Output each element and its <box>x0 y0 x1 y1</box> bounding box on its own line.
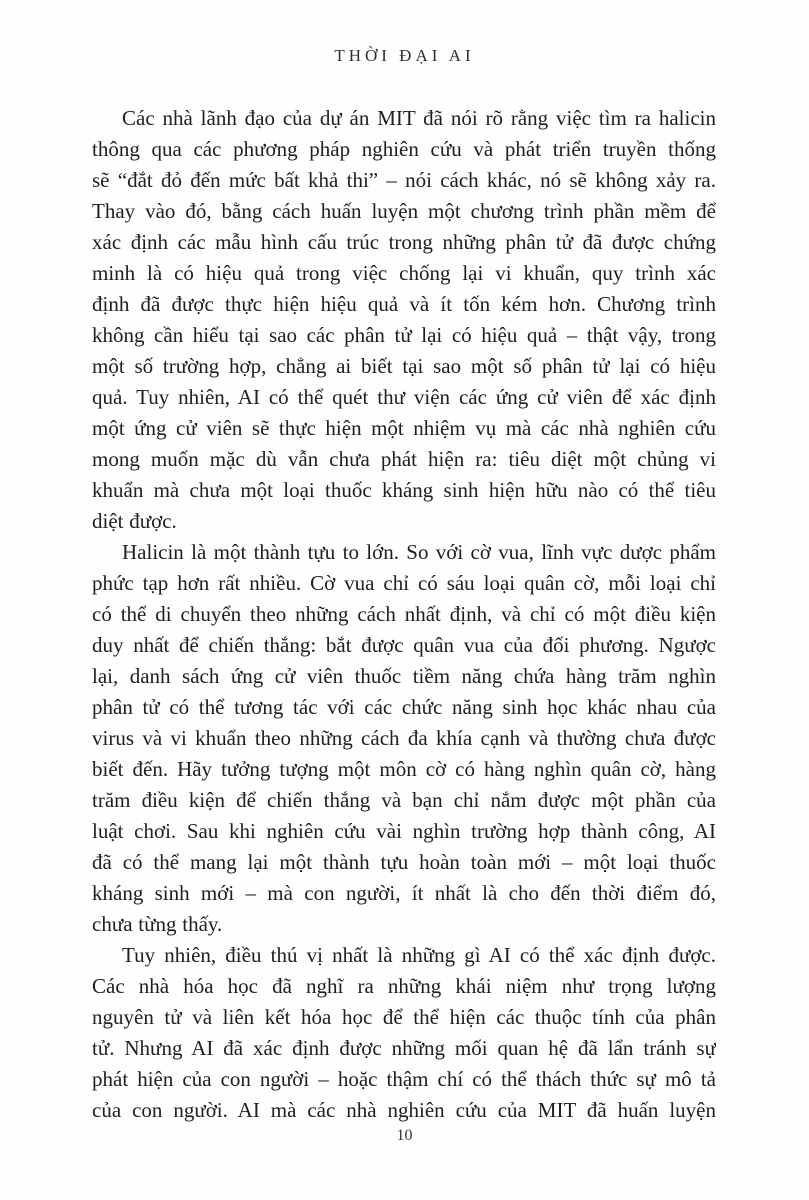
text-line: virus và vi khuẩn theo những cách đa khía cạnh và thường chưa được <box>92 726 716 750</box>
text-line: Các nhà lãnh đạo của dự án MIT đã nói rõ rằng việc tìm ra halicin <box>122 106 716 130</box>
text-line: chưa từng thấy. <box>92 912 223 936</box>
text-line: lại, danh sách ứng cử viên thuốc tiềm năng chứa hàng trăm nghìn <box>92 664 716 688</box>
text-line: trăm điều kiện để chiến thắng và bạn chỉ nắm được một phần của <box>92 788 716 812</box>
text-line: luật chơi. Sau khi nghiên cứu vài nghìn trường hợp thành công, AI <box>92 819 716 843</box>
text-line: không cần hiểu tại sao các phân tử lại có hiệu quả – thật vậy, trong <box>92 323 716 347</box>
text-line: sẽ “đắt đỏ đến mức bất khả thi” – nói cách khác, nó sẽ không xảy ra. <box>92 168 716 192</box>
text-line: một ứng cử viên sẽ thực hiện một nhiệm vụ mà các nhà nghiên cứu <box>92 416 716 440</box>
text-line: Thay vào đó, bằng cách huấn luyện một chương trình phần mềm để <box>92 199 716 223</box>
paragraph <box>92 940 716 1126</box>
text-line: Tuy nhiên, điều thú vị nhất là những gì AI có thể xác định được. <box>122 943 716 967</box>
text-line: phức tạp hơn rất nhiều. Cờ vua chỉ có sáu loại quân cờ, mỗi loại chỉ <box>92 571 716 595</box>
text-block <box>92 103 716 1126</box>
running-header: THỜI ĐẠI AI <box>334 46 475 65</box>
paragraph <box>92 103 716 537</box>
text-line: có thể di chuyển theo những cách nhất định, và chỉ có một điều kiện <box>92 602 716 626</box>
text-line: kháng sinh mới – mà con người, ít nhất là cho đến thời điểm đó, <box>92 881 716 905</box>
text-line: nguyên tử và liên kết hóa học để thể hiện các thuộc tính của phân <box>92 1005 716 1029</box>
text-line: khuẩn mà chưa một loại thuốc kháng sinh hiện hữu nào có thể tiêu <box>92 478 716 502</box>
text-line: Các nhà hóa học đã nghĩ ra những khái niệm như trọng lượng <box>92 974 716 998</box>
paragraph <box>92 537 716 940</box>
text-line: minh là có hiệu quả trong việc chống lại vi khuẩn, quy trình xác <box>92 261 716 285</box>
text-line: xác định các mẫu hình cấu trúc trong những phân tử đã được chứng <box>92 230 716 254</box>
text-line: mong muốn mặc dù vẫn chưa phát hiện ra: tiêu diệt một chủng vi <box>92 447 716 471</box>
text-line: của con người. AI mà các nhà nghiên cứu của MIT đã huấn luyện <box>92 1098 716 1122</box>
page-number: 10 <box>396 1127 413 1144</box>
text-line: tử. Nhưng AI đã xác định được những mối quan hệ đã lẩn tránh sự <box>92 1036 716 1060</box>
text-line: phân tử có thể tương tác với các chức năng sinh học khác nhau của <box>92 695 716 719</box>
text-line: định đã được thực hiện hiệu quả và ít tốn kém hơn. Chương trình <box>92 292 716 316</box>
text-line: thông qua các phương pháp nghiên cứu và phát triển truyền thống <box>92 137 716 161</box>
text-line: Halicin là một thành tựu to lớn. So với cờ vua, lĩnh vực dược phẩm <box>122 540 716 564</box>
text-line: một số trường hợp, chẳng ai biết tại sao một số phân tử lại có hiệu <box>92 354 716 378</box>
text-line: đã có thể mang lại một thành tựu hoàn toàn mới – một loại thuốc <box>92 850 716 874</box>
text-line: duy nhất để chiến thắng: bắt được quân vua của đối phương. Ngược <box>92 633 716 657</box>
text-line: quả. Tuy nhiên, AI có thể quét thư viện các ứng cử viên để xác định <box>92 385 716 409</box>
text-line: diệt được. <box>92 509 177 533</box>
text-line: biết đến. Hãy tưởng tượng một môn cờ có hàng nghìn quân cờ, hàng <box>92 757 716 781</box>
text-line: phát hiện của con người – hoặc thậm chí có thể thách thức sự mô tả <box>92 1067 716 1091</box>
